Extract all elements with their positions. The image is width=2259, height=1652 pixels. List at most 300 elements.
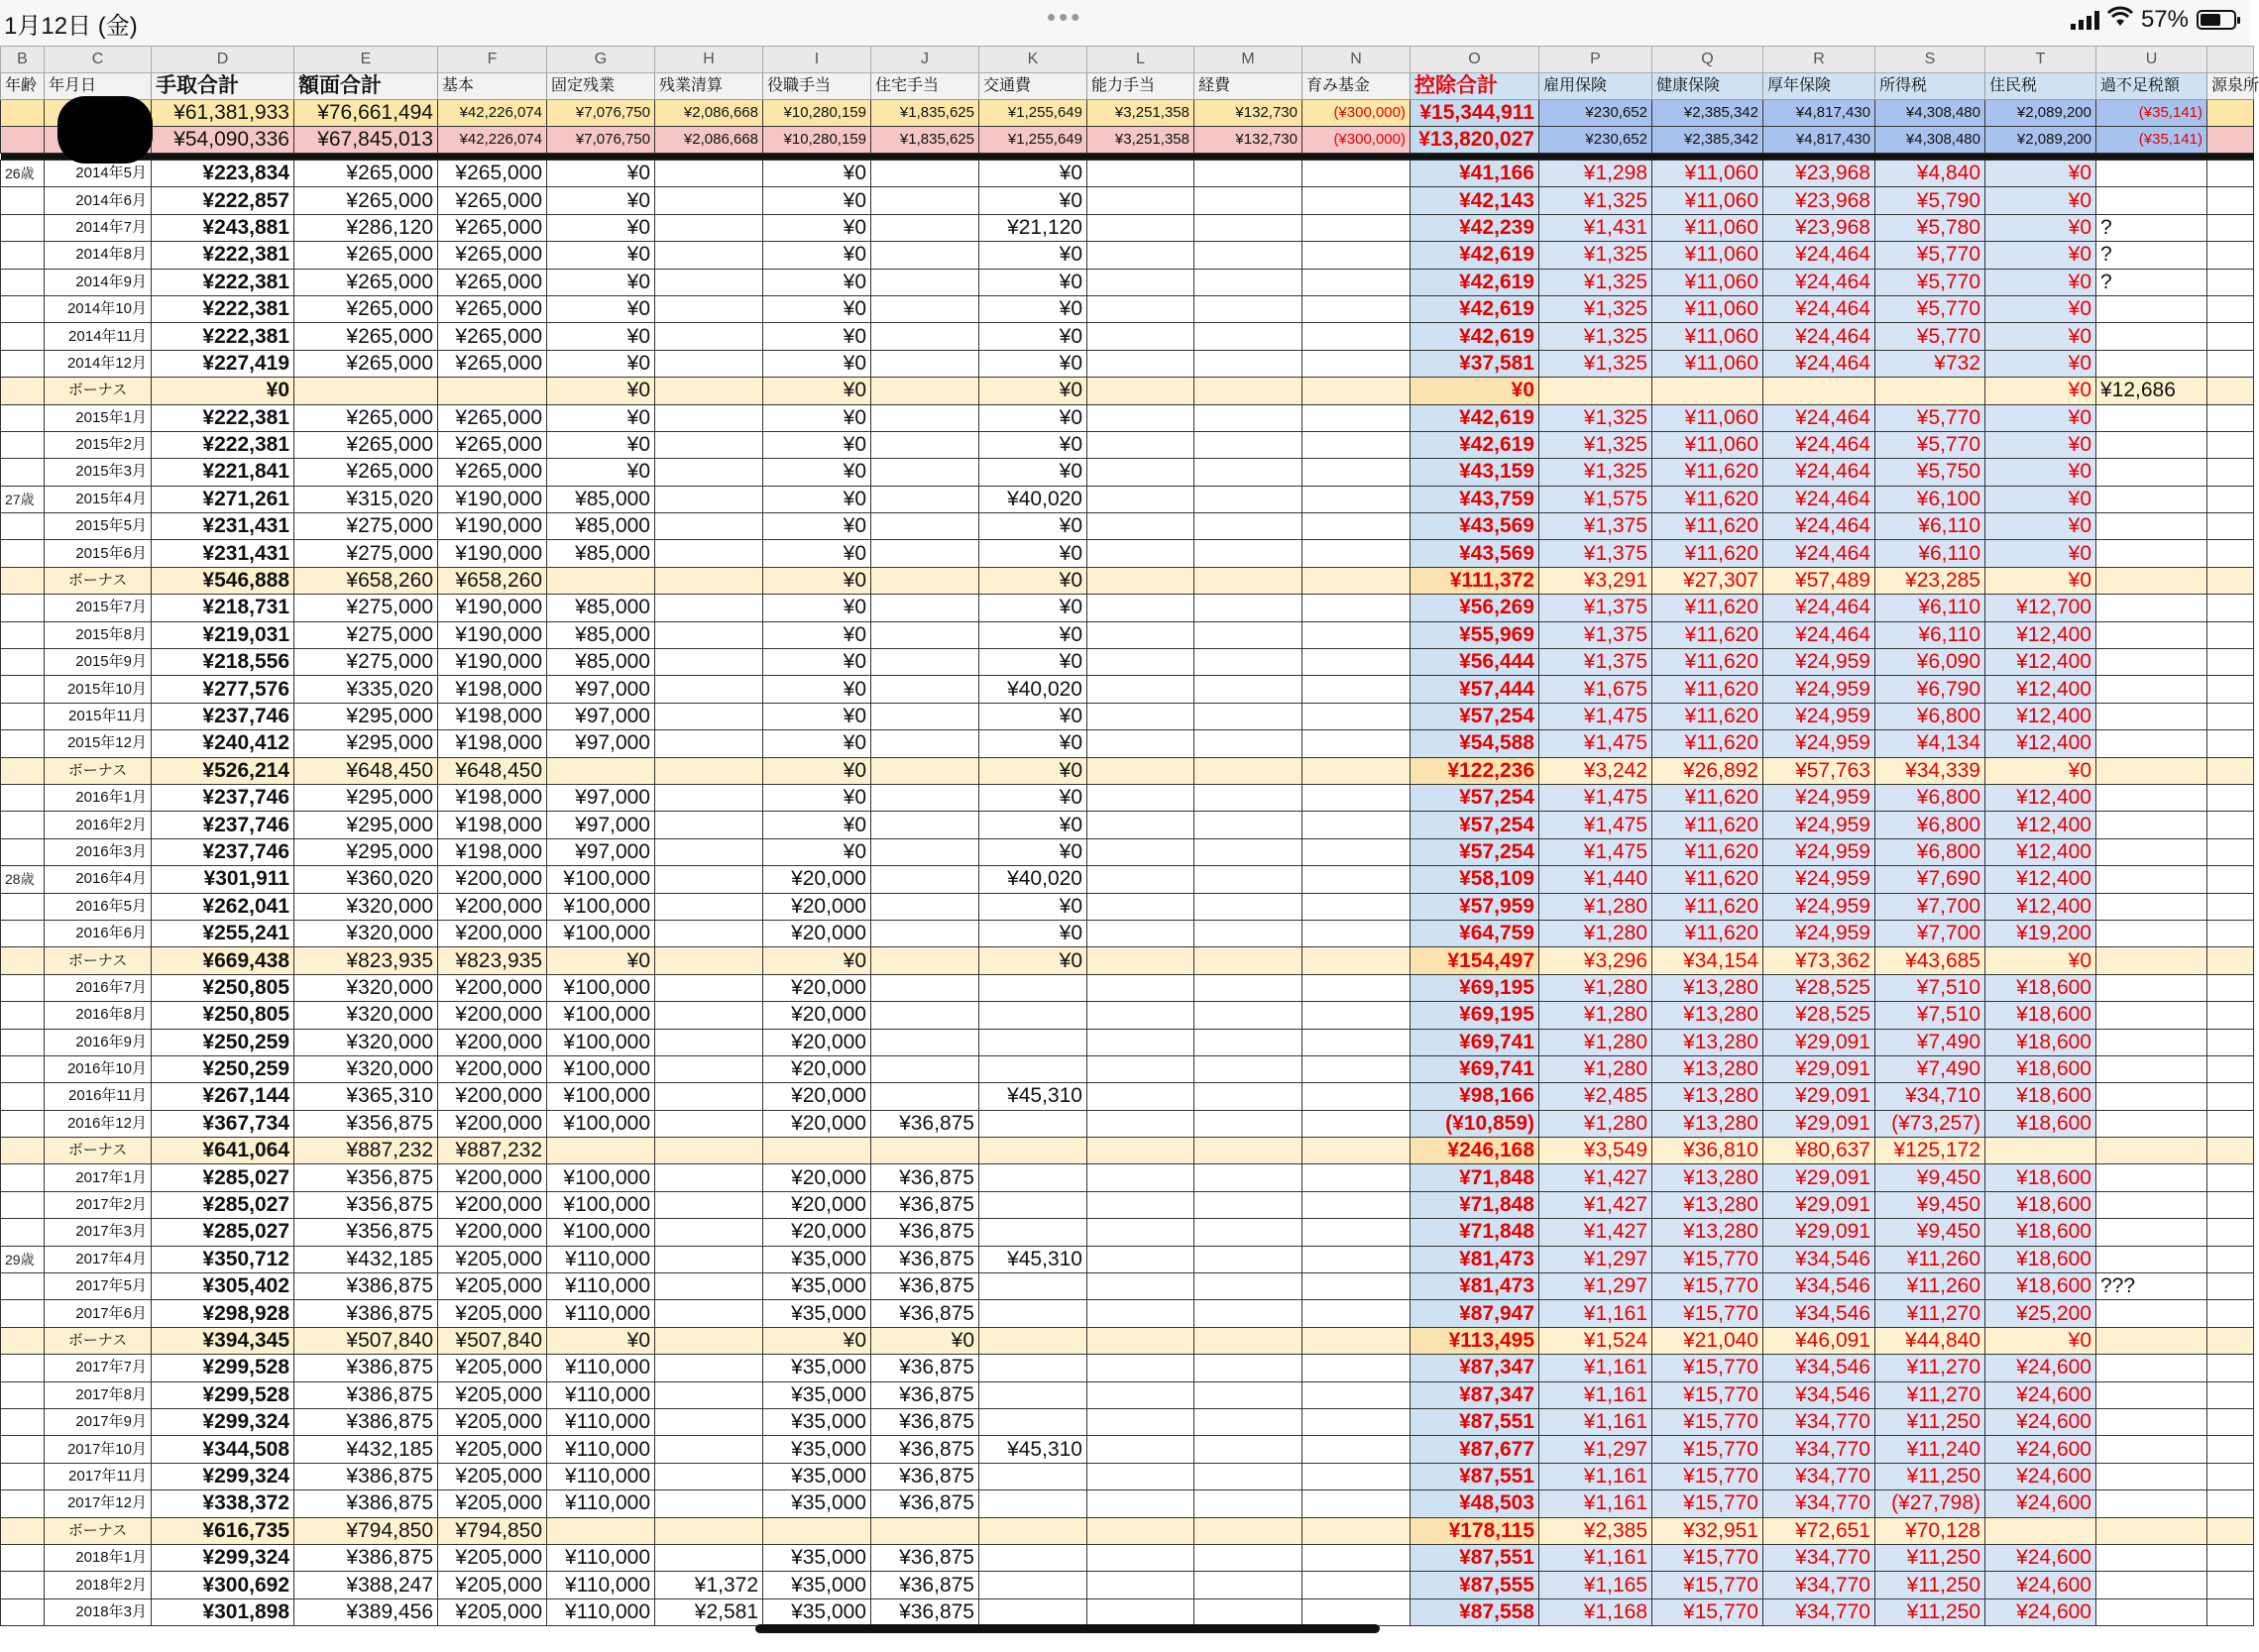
data-cell[interactable]: ¥1,325 — [1539, 459, 1652, 486]
data-cell[interactable]: ¥219,031 — [152, 621, 294, 648]
data-cell[interactable] — [979, 1300, 1087, 1327]
data-cell[interactable]: ¥24,959 — [1763, 649, 1875, 676]
data-cell[interactable] — [547, 1517, 655, 1544]
data-cell[interactable] — [979, 974, 1087, 1001]
data-cell[interactable] — [1302, 404, 1411, 431]
data-cell[interactable]: ¥305,402 — [152, 1273, 294, 1300]
data-cell[interactable] — [655, 486, 763, 512]
data-cell[interactable] — [655, 1083, 763, 1110]
data-cell[interactable] — [1087, 1436, 1194, 1463]
data-cell[interactable]: ¥97,000 — [547, 812, 655, 838]
data-cell[interactable]: ¥0 — [979, 730, 1087, 757]
data-cell[interactable] — [2207, 866, 2254, 893]
data-cell[interactable] — [2207, 1327, 2254, 1354]
data-cell[interactable]: 2018年1月 — [45, 1544, 152, 1571]
data-cell[interactable]: ¥507,840 — [438, 1327, 547, 1354]
data-cell[interactable]: ¥57,444 — [1411, 676, 1539, 703]
data-cell[interactable] — [1, 350, 45, 377]
data-cell[interactable]: ¥3,291 — [1539, 567, 1652, 594]
data-cell[interactable] — [1194, 1572, 1302, 1598]
data-cell[interactable]: ¥386,875 — [294, 1490, 438, 1517]
data-cell[interactable]: ¥200,000 — [438, 1110, 547, 1137]
data-cell[interactable]: ¥320,000 — [294, 1029, 438, 1055]
data-cell[interactable]: ¥222,381 — [152, 323, 294, 350]
data-cell[interactable] — [1194, 350, 1302, 377]
data-cell[interactable] — [655, 1029, 763, 1055]
data-cell[interactable] — [2096, 459, 2207, 486]
data-cell[interactable] — [1302, 187, 1411, 214]
data-cell[interactable]: ¥34,546 — [1763, 1273, 1875, 1300]
data-cell[interactable] — [1, 1191, 45, 1218]
data-cell[interactable] — [1302, 920, 1411, 946]
data-cell[interactable]: ¥0 — [763, 323, 871, 350]
data-cell[interactable] — [2096, 1572, 2207, 1598]
data-cell[interactable]: ¥11,620 — [1652, 784, 1763, 811]
data-cell[interactable]: ¥6,800 — [1875, 812, 1985, 838]
data-cell[interactable] — [655, 459, 763, 486]
data-cell[interactable] — [2207, 974, 2254, 1001]
data-cell[interactable]: ¥1,325 — [1539, 404, 1652, 431]
data-cell[interactable]: (¥10,859) — [1411, 1110, 1539, 1137]
data-cell[interactable] — [1875, 378, 1985, 404]
data-cell[interactable] — [1302, 1327, 1411, 1354]
data-cell[interactable]: ¥24,959 — [1763, 866, 1875, 893]
data-cell[interactable]: ¥35,000 — [763, 1436, 871, 1463]
data-cell[interactable]: ¥7,700 — [1875, 920, 1985, 946]
data-cell[interactable] — [2096, 947, 2207, 974]
data-cell[interactable] — [2207, 242, 2254, 269]
data-cell[interactable] — [1194, 1598, 1302, 1625]
data-cell[interactable] — [2096, 920, 2207, 946]
data-cell[interactable] — [1302, 567, 1411, 594]
data-cell[interactable] — [1302, 513, 1411, 540]
data-cell[interactable] — [2096, 350, 2207, 377]
data-cell[interactable]: ¥24,600 — [1985, 1572, 2096, 1598]
data-cell[interactable]: ¥386,875 — [294, 1273, 438, 1300]
data-cell[interactable] — [1302, 784, 1411, 811]
data-cell[interactable]: ¥87,551 — [1411, 1544, 1539, 1571]
data-cell[interactable] — [1302, 1002, 1411, 1029]
data-cell[interactable]: ¥87,677 — [1411, 1436, 1539, 1463]
data-cell[interactable]: ¥97,000 — [547, 784, 655, 811]
data-cell[interactable] — [1087, 214, 1194, 241]
data-cell[interactable] — [871, 486, 979, 512]
data-cell[interactable]: ¥100,000 — [547, 1191, 655, 1218]
summary-cell[interactable]: ¥4,817,430 — [1763, 127, 1875, 154]
data-cell[interactable] — [1, 1300, 45, 1327]
data-cell[interactable] — [1087, 1029, 1194, 1055]
data-cell[interactable]: ¥386,875 — [294, 1463, 438, 1489]
data-cell[interactable]: ¥57,763 — [1763, 757, 1875, 784]
data-cell[interactable] — [1, 676, 45, 703]
data-cell[interactable]: ¥69,195 — [1411, 974, 1539, 1001]
data-cell[interactable]: ¥40,020 — [979, 486, 1087, 512]
data-cell[interactable]: ¥295,000 — [294, 812, 438, 838]
data-cell[interactable]: ¥57,254 — [1411, 812, 1539, 838]
data-cell[interactable]: ¥13,280 — [1652, 1191, 1763, 1218]
data-cell[interactable]: ¥265,000 — [294, 459, 438, 486]
data-cell[interactable]: ¥356,875 — [294, 1219, 438, 1246]
data-cell[interactable] — [2207, 1463, 2254, 1489]
data-cell[interactable]: ¥29,091 — [1763, 1055, 1875, 1082]
data-cell[interactable]: ¥25,200 — [1985, 1300, 2096, 1327]
data-cell[interactable] — [655, 1138, 763, 1164]
data-cell[interactable] — [1302, 295, 1411, 322]
data-cell[interactable] — [655, 1436, 763, 1463]
data-cell[interactable]: ¥0 — [1985, 214, 2096, 241]
data-cell[interactable]: ¥265,000 — [294, 242, 438, 269]
data-cell[interactable] — [655, 513, 763, 540]
data-cell[interactable]: ¥7,490 — [1875, 1055, 1985, 1082]
data-cell[interactable]: ¥100,000 — [547, 974, 655, 1001]
data-cell[interactable]: ¥35,000 — [763, 1273, 871, 1300]
data-cell[interactable]: ¥231,431 — [152, 540, 294, 567]
data-cell[interactable]: ¥823,935 — [294, 947, 438, 974]
data-cell[interactable]: ¥20,000 — [763, 974, 871, 1001]
data-cell[interactable] — [1302, 812, 1411, 838]
data-cell[interactable] — [1302, 1490, 1411, 1517]
data-cell[interactable]: ¥1,325 — [1539, 242, 1652, 269]
data-cell[interactable]: 2017年10月 — [45, 1436, 152, 1463]
data-cell[interactable]: ¥110,000 — [547, 1273, 655, 1300]
data-cell[interactable]: ¥13,280 — [1652, 1110, 1763, 1137]
data-cell[interactable]: ¥57,959 — [1411, 893, 1539, 920]
data-cell[interactable] — [1087, 378, 1194, 404]
data-cell[interactable]: ¥24,464 — [1763, 431, 1875, 458]
data-cell[interactable] — [871, 974, 979, 1001]
data-cell[interactable] — [871, 730, 979, 757]
data-cell[interactable]: 27歳 — [1, 486, 45, 512]
summary-cell[interactable]: (¥300,000) — [1302, 127, 1411, 154]
data-cell[interactable]: ¥100,000 — [547, 1002, 655, 1029]
data-cell[interactable] — [1194, 1002, 1302, 1029]
data-cell[interactable] — [2096, 1191, 2207, 1218]
data-cell[interactable]: ¥24,600 — [1985, 1490, 2096, 1517]
data-cell[interactable] — [1087, 1598, 1194, 1625]
data-cell[interactable] — [1194, 812, 1302, 838]
data-cell[interactable] — [2096, 1381, 2207, 1408]
data-cell[interactable]: ¥87,555 — [1411, 1572, 1539, 1598]
data-cell[interactable] — [979, 1110, 1087, 1137]
data-cell[interactable] — [2096, 431, 2207, 458]
data-cell[interactable]: ¥6,800 — [1875, 703, 1985, 729]
data-cell[interactable]: ¥81,473 — [1411, 1273, 1539, 1300]
spreadsheet-grid[interactable] — [0, 46, 2259, 1626]
data-cell[interactable] — [1194, 295, 1302, 322]
data-cell[interactable] — [2207, 1598, 2254, 1625]
summary-cell[interactable] — [1, 100, 45, 127]
data-cell[interactable]: 2015年3月 — [45, 459, 152, 486]
data-cell[interactable] — [655, 893, 763, 920]
data-cell[interactable]: 2016年11月 — [45, 1083, 152, 1110]
data-cell[interactable]: ¥616,735 — [152, 1517, 294, 1544]
data-cell[interactable] — [655, 1381, 763, 1408]
column-letter[interactable]: U — [2096, 47, 2207, 73]
data-cell[interactable]: ¥1,325 — [1539, 269, 1652, 295]
data-cell[interactable]: ¥9,450 — [1875, 1219, 1985, 1246]
data-cell[interactable] — [2207, 350, 2254, 377]
data-cell[interactable]: ¥36,875 — [871, 1191, 979, 1218]
data-cell[interactable]: ¥55,969 — [1411, 621, 1539, 648]
data-cell[interactable] — [1194, 1463, 1302, 1489]
data-cell[interactable] — [979, 1029, 1087, 1055]
data-cell[interactable]: ¥350,712 — [152, 1246, 294, 1272]
data-cell[interactable] — [2207, 404, 2254, 431]
data-cell[interactable] — [1087, 1246, 1194, 1272]
data-cell[interactable] — [1087, 540, 1194, 567]
data-cell[interactable]: ¥0 — [763, 513, 871, 540]
data-cell[interactable]: ¥11,060 — [1652, 350, 1763, 377]
data-cell[interactable] — [655, 703, 763, 729]
data-cell[interactable] — [2207, 649, 2254, 676]
data-cell[interactable]: ¥56,444 — [1411, 649, 1539, 676]
data-cell[interactable] — [1, 621, 45, 648]
data-cell[interactable]: ¥42,619 — [1411, 323, 1539, 350]
data-cell[interactable]: ¥794,850 — [294, 1517, 438, 1544]
data-cell[interactable] — [1302, 838, 1411, 865]
data-cell[interactable]: ¥1,375 — [1539, 595, 1652, 621]
data-cell[interactable]: ¥0 — [1985, 1327, 2096, 1354]
data-cell[interactable] — [1194, 1110, 1302, 1137]
data-cell[interactable] — [2096, 730, 2207, 757]
data-cell[interactable]: ボーナス — [45, 1327, 152, 1354]
data-cell[interactable]: ¥262,041 — [152, 893, 294, 920]
data-cell[interactable] — [2096, 866, 2207, 893]
data-cell[interactable] — [2096, 323, 2207, 350]
data-cell[interactable]: ¥29,091 — [1763, 1164, 1875, 1191]
data-cell[interactable] — [2207, 214, 2254, 241]
data-cell[interactable] — [655, 812, 763, 838]
data-cell[interactable] — [1, 649, 45, 676]
data-cell[interactable] — [1302, 1598, 1411, 1625]
data-cell[interactable]: ¥0 — [979, 350, 1087, 377]
data-cell[interactable] — [1194, 1355, 1302, 1381]
data-cell[interactable]: ¥227,419 — [152, 350, 294, 377]
data-cell[interactable]: ¥23,968 — [1763, 214, 1875, 241]
data-cell[interactable]: ¥12,400 — [1985, 784, 2096, 811]
data-cell[interactable]: ¥285,027 — [152, 1219, 294, 1246]
data-cell[interactable]: ¥0 — [763, 703, 871, 729]
column-letter[interactable]: L — [1087, 47, 1194, 73]
data-cell[interactable]: ¥222,381 — [152, 242, 294, 269]
data-cell[interactable] — [2207, 595, 2254, 621]
data-cell[interactable] — [763, 1138, 871, 1164]
header-cell[interactable]: 基本 — [438, 73, 547, 100]
data-cell[interactable]: ¥198,000 — [438, 784, 547, 811]
data-cell[interactable]: ¥0 — [979, 295, 1087, 322]
data-cell[interactable]: ¥0 — [547, 269, 655, 295]
header-cell[interactable]: 手取合計 — [152, 73, 294, 100]
data-cell[interactable]: ¥1,440 — [1539, 866, 1652, 893]
summary-cell[interactable]: ¥13,820,027 — [1411, 127, 1539, 154]
data-cell[interactable]: 2017年6月 — [45, 1300, 152, 1327]
data-cell[interactable]: ¥57,254 — [1411, 784, 1539, 811]
summary-cell[interactable] — [1, 127, 45, 154]
data-cell[interactable]: ¥11,240 — [1875, 1436, 1985, 1463]
data-cell[interactable]: ¥1,325 — [1539, 323, 1652, 350]
data-cell[interactable]: ¥35,000 — [763, 1300, 871, 1327]
data-cell[interactable]: ¥198,000 — [438, 730, 547, 757]
data-cell[interactable]: ¥15,770 — [1652, 1572, 1763, 1598]
data-cell[interactable]: 2014年12月 — [45, 350, 152, 377]
data-cell[interactable]: ¥36,875 — [871, 1164, 979, 1191]
data-cell[interactable]: ¥24,464 — [1763, 350, 1875, 377]
data-cell[interactable] — [871, 920, 979, 946]
data-cell[interactable] — [1763, 378, 1875, 404]
data-cell[interactable]: ¥0 — [1411, 378, 1539, 404]
data-cell[interactable]: ¥20,000 — [763, 866, 871, 893]
column-letter[interactable]: E — [294, 47, 438, 73]
column-letter[interactable]: C — [45, 47, 152, 73]
data-cell[interactable]: ¥299,324 — [152, 1463, 294, 1489]
data-cell[interactable]: ¥36,875 — [871, 1436, 979, 1463]
data-cell[interactable] — [655, 730, 763, 757]
data-cell[interactable] — [1087, 893, 1194, 920]
data-cell[interactable] — [655, 161, 763, 187]
summary-cell[interactable] — [2207, 100, 2254, 127]
data-cell[interactable] — [1, 1055, 45, 1082]
data-cell[interactable] — [979, 1219, 1087, 1246]
data-cell[interactable]: ¥5,780 — [1875, 214, 1985, 241]
data-cell[interactable] — [1194, 1300, 1302, 1327]
data-cell[interactable]: ¥222,381 — [152, 431, 294, 458]
data-cell[interactable]: ¥42,619 — [1411, 242, 1539, 269]
data-cell[interactable]: ¥356,875 — [294, 1191, 438, 1218]
data-cell[interactable] — [1302, 1572, 1411, 1598]
data-cell[interactable]: ボーナス — [45, 567, 152, 594]
data-cell[interactable]: ¥29,091 — [1763, 1110, 1875, 1137]
data-cell[interactable] — [1539, 378, 1652, 404]
data-cell[interactable] — [655, 649, 763, 676]
data-cell[interactable]: ¥222,381 — [152, 269, 294, 295]
data-cell[interactable]: ¥12,400 — [1985, 812, 2096, 838]
data-cell[interactable]: ¥648,450 — [438, 757, 547, 784]
summary-cell[interactable]: ¥76,661,494 — [294, 100, 438, 127]
data-cell[interactable]: ¥0 — [979, 378, 1087, 404]
data-cell[interactable] — [547, 757, 655, 784]
data-cell[interactable] — [1, 540, 45, 567]
data-cell[interactable] — [2096, 1598, 2207, 1625]
data-cell[interactable]: ¥6,110 — [1875, 621, 1985, 648]
data-cell[interactable]: 2017年12月 — [45, 1490, 152, 1517]
data-cell[interactable]: ボーナス — [45, 947, 152, 974]
data-cell[interactable] — [1, 595, 45, 621]
data-cell[interactable] — [2207, 431, 2254, 458]
data-cell[interactable]: ¥265,000 — [294, 295, 438, 322]
data-cell[interactable]: ¥12,686 — [2096, 378, 2207, 404]
data-cell[interactable] — [1087, 404, 1194, 431]
data-cell[interactable] — [1302, 1463, 1411, 1489]
data-cell[interactable] — [1194, 893, 1302, 920]
data-cell[interactable]: ¥24,600 — [1985, 1381, 2096, 1408]
data-cell[interactable] — [1302, 974, 1411, 1001]
data-cell[interactable] — [1087, 1055, 1194, 1082]
data-cell[interactable] — [1087, 621, 1194, 648]
data-cell[interactable] — [2207, 486, 2254, 512]
data-cell[interactable]: ¥1,280 — [1539, 920, 1652, 946]
data-cell[interactable] — [763, 1517, 871, 1544]
data-cell[interactable]: ¥42,239 — [1411, 214, 1539, 241]
data-cell[interactable]: ¥1,475 — [1539, 838, 1652, 865]
data-cell[interactable] — [1, 459, 45, 486]
data-cell[interactable] — [2096, 1463, 2207, 1489]
data-cell[interactable]: ¥0 — [763, 649, 871, 676]
data-cell[interactable] — [979, 1055, 1087, 1082]
data-cell[interactable] — [2207, 1138, 2254, 1164]
data-cell[interactable]: ¥24,464 — [1763, 323, 1875, 350]
data-cell[interactable]: ¥11,270 — [1875, 1381, 1985, 1408]
data-cell[interactable]: ¥1,297 — [1539, 1246, 1652, 1272]
summary-cell[interactable]: ¥67,845,013 — [294, 127, 438, 154]
data-cell[interactable] — [979, 1490, 1087, 1517]
data-cell[interactable]: ¥0 — [979, 242, 1087, 269]
data-cell[interactable] — [1, 1544, 45, 1571]
data-cell[interactable]: ¥1,168 — [1539, 1598, 1652, 1625]
data-cell[interactable]: ¥0 — [547, 350, 655, 377]
data-cell[interactable] — [871, 1002, 979, 1029]
data-cell[interactable]: 2016年6月 — [45, 920, 152, 946]
data-cell[interactable] — [655, 1246, 763, 1272]
data-cell[interactable] — [871, 595, 979, 621]
data-cell[interactable]: ¥200,000 — [438, 866, 547, 893]
data-cell[interactable] — [655, 595, 763, 621]
data-cell[interactable]: ¥648,450 — [294, 757, 438, 784]
data-cell[interactable]: ¥6,090 — [1875, 649, 1985, 676]
data-cell[interactable]: 2017年7月 — [45, 1355, 152, 1381]
data-cell[interactable]: ¥1,280 — [1539, 1110, 1652, 1137]
data-cell[interactable]: ¥6,110 — [1875, 540, 1985, 567]
data-cell[interactable]: ¥24,464 — [1763, 595, 1875, 621]
data-cell[interactable]: ¥641,064 — [152, 1138, 294, 1164]
data-cell[interactable]: ¥24,464 — [1763, 404, 1875, 431]
data-cell[interactable] — [1, 920, 45, 946]
data-cell[interactable] — [979, 1138, 1087, 1164]
data-cell[interactable] — [1194, 1083, 1302, 1110]
header-cell[interactable]: 健康保険 — [1652, 73, 1763, 100]
data-cell[interactable]: ¥0 — [979, 323, 1087, 350]
data-cell[interactable] — [979, 1355, 1087, 1381]
data-cell[interactable] — [655, 295, 763, 322]
data-cell[interactable]: ¥34,710 — [1875, 1083, 1985, 1110]
data-cell[interactable]: 2016年12月 — [45, 1110, 152, 1137]
data-cell[interactable]: ¥0 — [979, 187, 1087, 214]
data-cell[interactable]: ¥0 — [763, 757, 871, 784]
data-cell[interactable]: ¥265,000 — [438, 404, 547, 431]
data-cell[interactable] — [547, 1138, 655, 1164]
data-cell[interactable] — [655, 1219, 763, 1246]
data-cell[interactable]: ¥265,000 — [438, 459, 547, 486]
data-cell[interactable]: ¥24,600 — [1985, 1463, 2096, 1489]
summary-cell[interactable]: ¥2,385,342 — [1652, 127, 1763, 154]
data-cell[interactable]: ¥7,700 — [1875, 893, 1985, 920]
summary-cell[interactable]: ¥10,280,159 — [763, 127, 871, 154]
data-cell[interactable]: ¥3,242 — [1539, 757, 1652, 784]
data-cell[interactable]: ¥190,000 — [438, 513, 547, 540]
data-cell[interactable] — [655, 866, 763, 893]
data-cell[interactable] — [655, 214, 763, 241]
data-cell[interactable] — [871, 350, 979, 377]
data-cell[interactable] — [1, 1219, 45, 1246]
data-cell[interactable] — [2096, 161, 2207, 187]
data-cell[interactable] — [655, 676, 763, 703]
data-cell[interactable] — [871, 676, 979, 703]
data-cell[interactable] — [1194, 1164, 1302, 1191]
data-cell[interactable]: ¥285,027 — [152, 1164, 294, 1191]
data-cell[interactable]: ¥265,000 — [294, 404, 438, 431]
data-cell[interactable]: 2015年1月 — [45, 404, 152, 431]
data-cell[interactable]: ¥36,875 — [871, 1246, 979, 1272]
data-cell[interactable]: ¥80,637 — [1763, 1138, 1875, 1164]
